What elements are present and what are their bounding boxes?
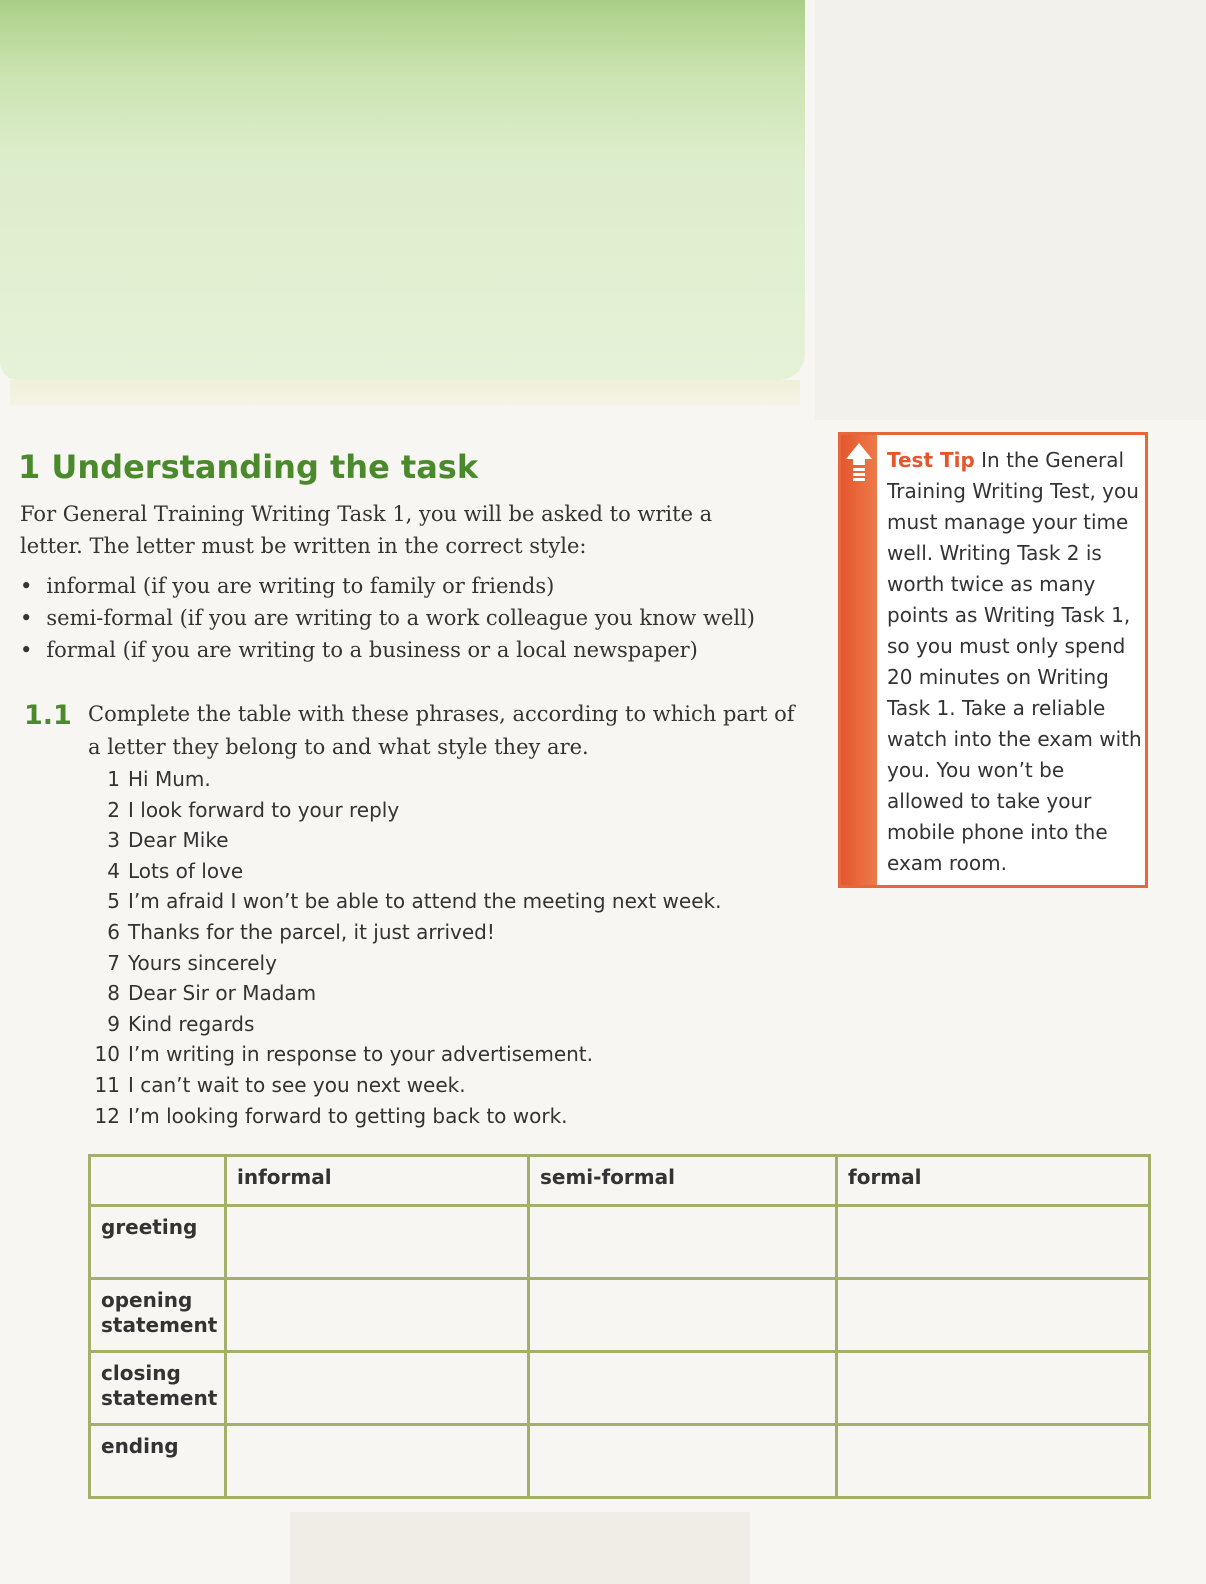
- answer-table: [88, 1154, 1151, 1499]
- style-list: [20, 570, 810, 666]
- answer-cell[interactable]: [226, 1425, 529, 1498]
- list-item: [88, 978, 788, 1009]
- column-header-formal: formal: [837, 1156, 1150, 1206]
- row-label-greeting: greeting: [90, 1206, 226, 1279]
- list-item: [88, 886, 788, 917]
- phrase-number: 10: [94, 1042, 120, 1067]
- phrase-text: Dear Mike: [128, 828, 229, 853]
- phrase-number: 7: [107, 950, 120, 975]
- tip-body: In the General Training Writing Test, you must manage your time well. Writing Task 2 is worth twice as many points as Writing Task 1, so you must only spend 20 minutes on Writing Task 1. Take a reliable watch into the exam with you. You won’t be allowed to take your mobile phone into the exam room.: [887, 448, 1142, 875]
- test-tip-box: [838, 432, 1148, 888]
- phrase-text: I can’t wait to see you next week.: [128, 1072, 466, 1097]
- list-item: [88, 1101, 788, 1132]
- exercise-instruction: Complete the table with these phrases, according to which part of a letter they belong to and what style they are.: [88, 702, 795, 759]
- phrase-number: 2: [107, 797, 120, 822]
- row-label-closing-statement: closing statement: [90, 1352, 226, 1425]
- answer-cell[interactable]: [529, 1425, 837, 1498]
- phrase-number: 8: [107, 981, 120, 1006]
- phrase-number: 5: [107, 889, 120, 914]
- section-title: 1 Understanding the task: [18, 448, 479, 486]
- list-item: [88, 764, 788, 795]
- phrase-number: 4: [107, 858, 120, 883]
- phrase-text: Hi Mum.: [128, 767, 211, 791]
- phrase-text: I’m looking forward to getting back to work.: [128, 1103, 568, 1128]
- list-item: [88, 1039, 788, 1070]
- list-item: • informal (if you are writing to family or friends): [20, 570, 810, 602]
- exercise-number: 1.1: [24, 700, 72, 731]
- tip-label: Test Tip: [887, 448, 975, 472]
- phrase-text: I look forward to your reply: [128, 797, 400, 822]
- answer-cell[interactable]: [226, 1279, 529, 1352]
- list-item: [88, 1009, 788, 1040]
- answer-cell[interactable]: [837, 1279, 1150, 1352]
- answer-cell[interactable]: [529, 1279, 837, 1352]
- answer-cell[interactable]: [529, 1352, 837, 1425]
- list-item: [88, 917, 788, 948]
- phrase-number: 3: [107, 828, 120, 853]
- list-item: [88, 795, 788, 826]
- table-header-row: [90, 1156, 1150, 1206]
- answer-cell[interactable]: [837, 1425, 1150, 1498]
- answer-cell[interactable]: [837, 1352, 1150, 1425]
- row-label-ending: ending: [90, 1425, 226, 1498]
- phrase-number: 12: [94, 1103, 120, 1128]
- page-margin-bleed: [815, 0, 1206, 420]
- phrase-text: I’m writing in response to your advertisement.: [128, 1042, 594, 1067]
- column-header-semi-formal: semi-formal: [529, 1156, 837, 1206]
- phrase-number: 9: [107, 1011, 120, 1036]
- column-header-informal: informal: [226, 1156, 529, 1206]
- phrase-text: Dear Sir or Madam: [128, 981, 317, 1006]
- phrase-text: Lots of love: [128, 858, 244, 883]
- phrase-number: 11: [94, 1072, 120, 1097]
- answer-cell[interactable]: [529, 1206, 837, 1279]
- tip-side-bar: [841, 435, 877, 885]
- phrase-list: [88, 764, 788, 1131]
- answer-cell[interactable]: [226, 1206, 529, 1279]
- list-item: [88, 1070, 788, 1101]
- table-row: [90, 1352, 1150, 1425]
- section-intro: For General Training Writing Task 1, you will be asked to write a letter. The letter must be written in the correct style:: [20, 502, 713, 558]
- header-shadow-strip: [10, 380, 800, 406]
- list-item: [88, 856, 788, 887]
- answer-cell[interactable]: [226, 1352, 529, 1425]
- phrase-text: Yours sincerely: [128, 950, 277, 975]
- phrase-number: 1: [107, 767, 120, 791]
- phrase-text: Kind regards: [128, 1011, 255, 1036]
- list-item: [88, 825, 788, 856]
- tip-text: [887, 445, 1145, 879]
- table-row: [90, 1279, 1150, 1352]
- header-image-panel: [0, 0, 805, 380]
- up-arrow-icon: [845, 441, 873, 491]
- table-row: [90, 1206, 1150, 1279]
- phrase-text: I’m afraid I won’t be able to attend the meeting next week.: [128, 889, 722, 914]
- table-row: [90, 1425, 1150, 1498]
- phrase-number: 6: [107, 919, 120, 944]
- page-bottom-bleed: [290, 1512, 750, 1584]
- list-item: • formal (if you are writing to a business or a local newspaper): [20, 634, 810, 666]
- phrase-text: Thanks for the parcel, it just arrived!: [128, 919, 495, 944]
- row-label-opening-statement: opening statement: [90, 1279, 226, 1352]
- list-item: • semi-formal (if you are writing to a work colleague you know well): [20, 602, 810, 634]
- table-corner-cell: [90, 1156, 226, 1206]
- list-item: [88, 948, 788, 979]
- answer-cell[interactable]: [837, 1206, 1150, 1279]
